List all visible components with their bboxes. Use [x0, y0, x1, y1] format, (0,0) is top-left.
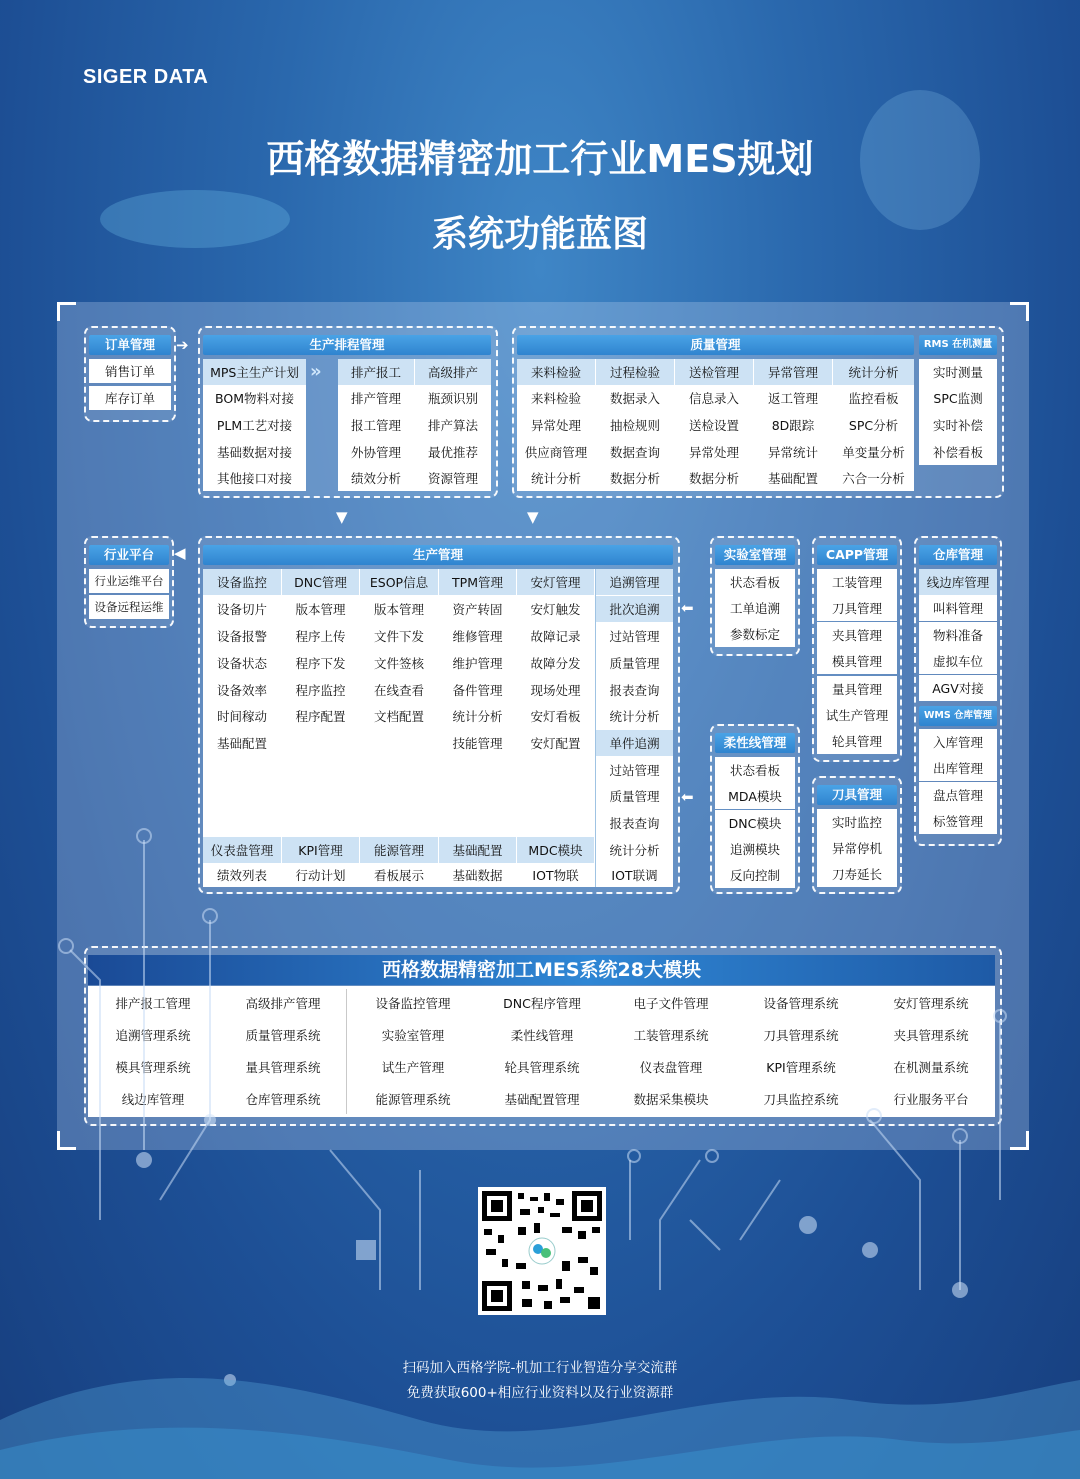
lab-panel — [710, 536, 800, 656]
module-item: 数据采集模块 — [633, 1092, 709, 1107]
order-panel-title: 订单管理 — [89, 335, 171, 355]
scheduling-item: 排产管理 — [350, 391, 401, 406]
tool-item: 实时监控 — [817, 809, 897, 835]
production-item: 备件管理 — [452, 683, 503, 698]
trace-item: 单件追溯 — [596, 730, 673, 756]
production-bottom-head: 仪表盘管理 — [203, 837, 281, 863]
capp-panel — [812, 536, 902, 762]
wms-item: 入库管理 — [919, 729, 997, 755]
quality-item: 数据查询 — [609, 445, 660, 460]
production-item: 文件签核 — [373, 656, 424, 671]
trace-item: 质量管理 — [609, 789, 660, 804]
trace-item: IOT联调 — [611, 868, 658, 883]
trace-item: 追溯管理 — [596, 569, 673, 595]
scheduling-item: 绩效分析 — [350, 471, 401, 486]
production-bottom-head: 基础配置 — [439, 837, 516, 863]
capp-panel-title: CAPP管理 — [817, 545, 897, 565]
production-item: TPM管理 — [439, 569, 516, 595]
capp-item: 模具管理 — [817, 648, 897, 674]
production-item: DNC管理 — [282, 569, 359, 595]
tool-item: 异常停机 — [817, 835, 897, 861]
trace-item: 过站管理 — [609, 629, 660, 644]
quality-item: 信息录入 — [688, 391, 739, 406]
module-item: 刀具监控系统 — [763, 1092, 839, 1107]
quality-item: 来料检验 — [530, 391, 581, 406]
quality-item: 统计分析 — [530, 471, 581, 486]
trace-item: 统计分析 — [609, 843, 660, 858]
platform-item: 行业运维平台 — [89, 569, 169, 593]
capp-item: 夹具管理 — [817, 622, 897, 648]
rms-item: 补偿看板 — [932, 445, 983, 460]
production-item: 技能管理 — [452, 736, 503, 751]
scheduling-panel-title: 生产排程管理 — [203, 335, 491, 355]
module-item: 轮具管理系统 — [504, 1060, 580, 1075]
quality-item: 统计分析 — [833, 359, 914, 385]
scheduling-item: 其他接口对接 — [216, 471, 292, 486]
production-bottom-item: IOT物联 — [532, 868, 579, 883]
production-item: 程序下发 — [295, 656, 346, 671]
module-item: 设备监控管理 — [375, 996, 451, 1011]
module-item: 在机测量系统 — [893, 1060, 969, 1075]
quality-panel — [512, 326, 1004, 498]
module-item: 量具管理系统 — [245, 1060, 321, 1075]
production-item: 故障记录 — [530, 629, 581, 644]
quality-item: 8D跟踪 — [771, 418, 815, 433]
quality-panel-title: 质量管理 — [517, 335, 914, 355]
platform-item: 设备远程运维 — [89, 595, 169, 619]
scheduling-item: 资源管理 — [427, 471, 478, 486]
production-bottom-item: 看板展示 — [373, 868, 424, 883]
order-item: 库存订单 — [89, 386, 171, 410]
scheduling-item: 最优推荐 — [427, 445, 478, 460]
production-item: 安灯触发 — [530, 602, 581, 617]
module-item: 基础配置管理 — [504, 1092, 580, 1107]
scheduling-item: MPS主生产计划 — [203, 359, 306, 385]
warehouse-item: AGV对接 — [919, 675, 997, 701]
production-item: 程序配置 — [295, 709, 346, 724]
production-item: 文档配置 — [373, 709, 424, 724]
rms-item: 实时测量 — [932, 365, 983, 380]
wms-item: 标签管理 — [919, 808, 997, 834]
module-item: 线边库管理 — [121, 1092, 185, 1107]
scheduling-panel — [198, 326, 498, 498]
module-item: 追溯管理系统 — [115, 1028, 191, 1043]
quality-grid — [517, 359, 914, 491]
warehouse-panel — [914, 536, 1002, 846]
quality-item: 异常处理 — [688, 445, 739, 460]
quality-item: 数据分析 — [609, 471, 660, 486]
arrow-down-icon: ▼ — [336, 508, 348, 526]
production-bottom-head: KPI管理 — [282, 837, 359, 863]
flex-panel-title: 柔性线管理 — [715, 733, 795, 753]
rms-item: SPC监测 — [933, 391, 983, 406]
page-subtitle: 系统功能蓝图 — [431, 214, 648, 255]
module-item: 电子文件管理 — [633, 996, 709, 1011]
scheduling-item: 高级排产 — [415, 359, 491, 385]
production-item: 维修管理 — [452, 629, 503, 644]
wms-title: WMS 仓库管理 — [919, 706, 997, 726]
production-item: 程序监控 — [295, 683, 346, 698]
quality-item: 返工管理 — [767, 391, 818, 406]
arrow-left-icon: ◀ — [174, 544, 186, 562]
production-item: 现场处理 — [530, 683, 581, 698]
production-item: 设备效率 — [216, 683, 267, 698]
warehouse-panel-title: 仓库管理 — [919, 545, 997, 565]
tool-panel-title: 刀具管理 — [817, 785, 897, 805]
quality-item: 六合一分析 — [842, 471, 905, 486]
warehouse-item: 物料准备 — [919, 622, 997, 648]
warehouse-item: 叫料管理 — [919, 595, 997, 621]
production-item: 设备状态 — [216, 656, 267, 671]
production-panel-title: 生产管理 — [203, 545, 673, 565]
scheduling-item: PLM工艺对接 — [216, 418, 293, 433]
quality-item: 数据录入 — [609, 391, 660, 406]
qr-caption-line1: 扫码加入西格学院-机加工行业智造分享交流群 — [402, 1360, 678, 1376]
frame-corner — [1010, 302, 1029, 321]
production-item: 版本管理 — [295, 602, 346, 617]
module-item: KPI管理系统 — [766, 1060, 836, 1075]
double-chevron-right-icon: » — [310, 361, 322, 382]
scheduling-item: 基础数据对接 — [216, 445, 292, 460]
production-bottom-item: 绩效列表 — [216, 868, 267, 883]
scheduling-item: 外协管理 — [350, 445, 401, 460]
flex-item: 反向控制 — [715, 862, 795, 888]
production-item: ESOP信息 — [360, 569, 438, 595]
production-item: 设备监控 — [203, 569, 281, 595]
production-bottom-head: 能源管理 — [360, 837, 438, 863]
frame-corner — [57, 302, 76, 321]
production-item: 在线查看 — [373, 683, 424, 698]
production-bottom-item: 行动计划 — [295, 868, 346, 883]
module-item: 仓库管理系统 — [245, 1092, 321, 1107]
production-item: 维护管理 — [452, 656, 503, 671]
scheduling-item: 排产算法 — [427, 418, 478, 433]
module-item: 仪表盘管理 — [639, 1060, 703, 1075]
platform-panel-title: 行业平台 — [89, 545, 169, 565]
quality-item: 异常统计 — [767, 445, 818, 460]
quality-item: 基础配置 — [767, 471, 818, 486]
module-item: 质量管理系统 — [245, 1028, 321, 1043]
lab-item: 工单追溯 — [715, 595, 795, 621]
module-item: 行业服务平台 — [893, 1092, 969, 1107]
lab-item: 状态看板 — [715, 569, 795, 595]
trace-item: 报表查询 — [609, 683, 660, 698]
quality-item: 送检管理 — [675, 359, 753, 385]
quality-item: 异常管理 — [754, 359, 832, 385]
quality-item: 数据分析 — [688, 471, 739, 486]
scheduling-item: 报工管理 — [350, 418, 401, 433]
capp-item: 量具管理 — [817, 676, 897, 702]
trace-item: 报表查询 — [609, 816, 660, 831]
scheduling-item: BOM物料对接 — [215, 391, 294, 406]
module-item: 高级排产管理 — [245, 996, 321, 1011]
scheduling-item: 排产报工 — [338, 359, 414, 385]
quality-item: 来料检验 — [517, 359, 595, 385]
production-item: 统计分析 — [452, 709, 503, 724]
production-bottom-head: MDC模块 — [517, 837, 594, 863]
trace-item: 统计分析 — [609, 709, 660, 724]
production-item: 安灯看板 — [530, 709, 581, 724]
warehouse-item: 线边库管理 — [919, 569, 997, 595]
module-item: DNC程序管理 — [503, 996, 581, 1011]
arrow-left-icon: ⬅ — [681, 788, 694, 806]
brand-logo-text: SIGER DATA — [83, 66, 209, 88]
wms-item: 盘点管理 — [919, 782, 997, 808]
qr-code-icon — [478, 1187, 606, 1315]
modules-title: 西格数据精密加工MES系统28大模块 — [88, 955, 995, 985]
scheduling-left-col — [203, 359, 306, 491]
platform-panel — [84, 536, 174, 628]
quality-item: 单变量分析 — [842, 445, 905, 460]
production-item: 安灯配置 — [530, 736, 581, 751]
module-item: 安灯管理系统 — [893, 996, 969, 1011]
module-item: 柔性线管理 — [510, 1028, 574, 1043]
warehouse-item: 虚拟车位 — [919, 648, 997, 674]
quality-item: 送检设置 — [688, 418, 739, 433]
order-panel — [84, 326, 176, 422]
scheduling-right-cols — [338, 359, 491, 491]
trace-item: 过站管理 — [609, 763, 660, 778]
production-item: 资产转固 — [452, 602, 503, 617]
tool-item: 刀寿延长 — [817, 861, 897, 887]
quality-item: 供应商管理 — [524, 445, 588, 460]
production-item: 程序上传 — [295, 629, 346, 644]
rms-panel-title: RMS 在机测量 — [919, 335, 997, 355]
scheduling-item: 瓶颈识别 — [427, 391, 478, 406]
lab-panel-title: 实验室管理 — [715, 545, 795, 565]
rms-list — [919, 359, 997, 465]
production-item: 设备切片 — [216, 602, 267, 617]
production-item: 安灯管理 — [517, 569, 594, 595]
quality-item: 抽检规则 — [609, 418, 660, 433]
module-item: 模具管理系统 — [115, 1060, 191, 1075]
capp-item: 刀具管理 — [817, 595, 897, 621]
module-item: 夹具管理系统 — [893, 1028, 969, 1043]
wms-item: 出库管理 — [919, 755, 997, 781]
production-bottom-item: 基础数据 — [452, 868, 503, 883]
page-title: 西格数据精密加工行业MES规划 — [266, 137, 814, 181]
arrow-right-icon: ➔ — [176, 336, 189, 354]
capp-item: 试生产管理 — [817, 702, 897, 728]
production-item: 设备报警 — [216, 629, 267, 644]
quality-item: 异常处理 — [530, 418, 581, 433]
trace-item: 批次追溯 — [596, 596, 673, 622]
rms-item: 实时补偿 — [932, 418, 983, 433]
capp-item: 工装管理 — [817, 569, 897, 595]
production-item: 版本管理 — [373, 602, 424, 617]
flex-item: 追溯模块 — [715, 836, 795, 862]
module-item: 刀具管理系统 — [763, 1028, 839, 1043]
arrow-left-icon: ⬅ — [681, 599, 694, 617]
production-item: 基础配置 — [216, 736, 267, 751]
production-item: 故障分发 — [530, 656, 581, 671]
trace-item: 质量管理 — [609, 656, 660, 671]
lab-item: 参数标定 — [715, 621, 795, 647]
arrow-down-icon: ▼ — [527, 508, 539, 526]
flex-item: DNC模块 — [715, 810, 795, 836]
quality-item: 过程检验 — [596, 359, 674, 385]
flex-item: MDA模块 — [715, 783, 795, 809]
quality-item: SPC分析 — [848, 418, 899, 433]
flex-item: 状态看板 — [715, 757, 795, 783]
production-item: 文件下发 — [373, 629, 424, 644]
qr-caption-line2: 免费获取600+相应行业资料以及行业资源群 — [406, 1385, 674, 1401]
module-item: 实验室管理 — [381, 1028, 445, 1043]
module-item: 设备管理系统 — [763, 996, 839, 1011]
production-item: 时间稼动 — [216, 709, 267, 724]
module-item: 排产报工管理 — [115, 996, 191, 1011]
capp-item: 轮具管理 — [817, 728, 897, 754]
module-item: 能源管理系统 — [375, 1092, 451, 1107]
module-item: 试生产管理 — [381, 1060, 445, 1075]
qr-code[interactable] — [478, 1187, 606, 1315]
module-item: 工装管理系统 — [633, 1028, 709, 1043]
order-item: 销售订单 — [89, 359, 171, 383]
quality-item: 监控看板 — [848, 391, 899, 406]
